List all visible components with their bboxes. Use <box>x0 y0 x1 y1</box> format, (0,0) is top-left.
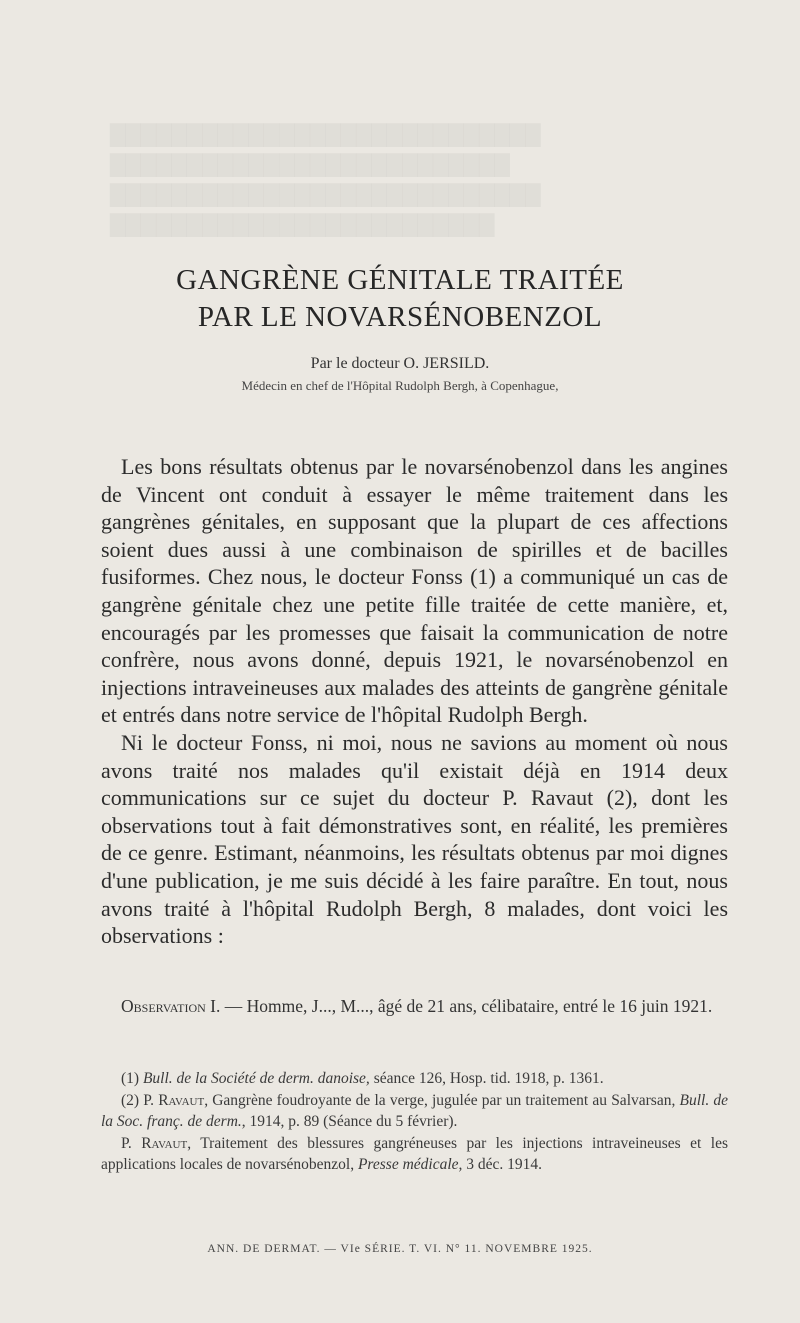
show-through-texture <box>110 120 710 240</box>
footnote-1: (1) Bull. de la Société de derm. danoise, séance 126, Hosp. tid. 1918, p. 1361. <box>121 1070 604 1087</box>
footnote-3: P. Ravaut, Traitement des blessures gangréneuses par les injections intraveineuses et les applications locales de novarsénobenzol, Presse médicale, 3 déc. 1914. <box>101 1134 728 1173</box>
observation-label: Observation I. <box>121 996 221 1016</box>
author-line: Par le docteur O. JERSILD. <box>310 355 490 372</box>
title-line-2: PAR LE NOVARSÉNOBENZOL <box>197 301 603 333</box>
article-title <box>100 262 700 336</box>
journal-footer: ANN. DE DERMAT. — VIe SÉRIE. T. VI. N° 11. NOVEMBRE 1925. <box>207 1243 593 1255</box>
title-line-1: GANGRÈNE GÉNITALE TRAITÉE <box>176 264 624 296</box>
observation-text: — Homme, J..., M..., âgé de 21 ans, célibataire, entré le 16 juin 1921. <box>220 996 713 1016</box>
footnotes <box>101 1068 728 1176</box>
article-body <box>101 453 728 950</box>
body-paragraph-2: Ni le docteur Fonss, ni moi, nous ne savions au moment où nous avons traité nos malades qu'il existait déjà en 1914 deux communications sur ce sujet du docteur P. Ravaut (2), dont les observations tout à fait démonstratives sont, en réalité, les premières de ce genre. Estimant, néanmoins, les résultats obtenus par moi dignes d'une publication, je me suis décidé à les faire paraître. En tout, nous avons traité à l'hôpital Rudolph Bergh, 8 malades, dont voici les observations : <box>101 729 728 949</box>
body-paragraph-1: Les bons résultats obtenus par le novarsénobenzol dans les angines de Vincent ont conduit à essayer le même traitement dans les gangrènes génitales, en supposant que la plupart de ces affections soient dues aussi à une combinaison de spirilles et de bacilles fusiformes. Chez nous, le docteur Fonss (1) a communiqué un cas de gangrène génitale chez une petite fille traitée de cette manière, et, encouragés par les promesses que faisait la communication de notre confrère, nous avons donné, depuis 1921, le novarsénobenzol en injections intraveineuses aux malades des atteints de gangrène génitale et entrés dans notre service de l'hôpital Rudolph Bergh. <box>101 454 728 728</box>
footnote-2: (2) P. Ravaut, Gangrène foudroyante de la verge, jugulée par un traitement au Salvarsan, Bull. de la Soc. franç. de derm., 1914, p. 89 (Séance du 5 février). <box>101 1091 728 1130</box>
observation-1 <box>101 994 728 1019</box>
author-affiliation: Médecin en chef de l'Hôpital Rudolph Bergh, à Copenhague, <box>241 378 559 393</box>
